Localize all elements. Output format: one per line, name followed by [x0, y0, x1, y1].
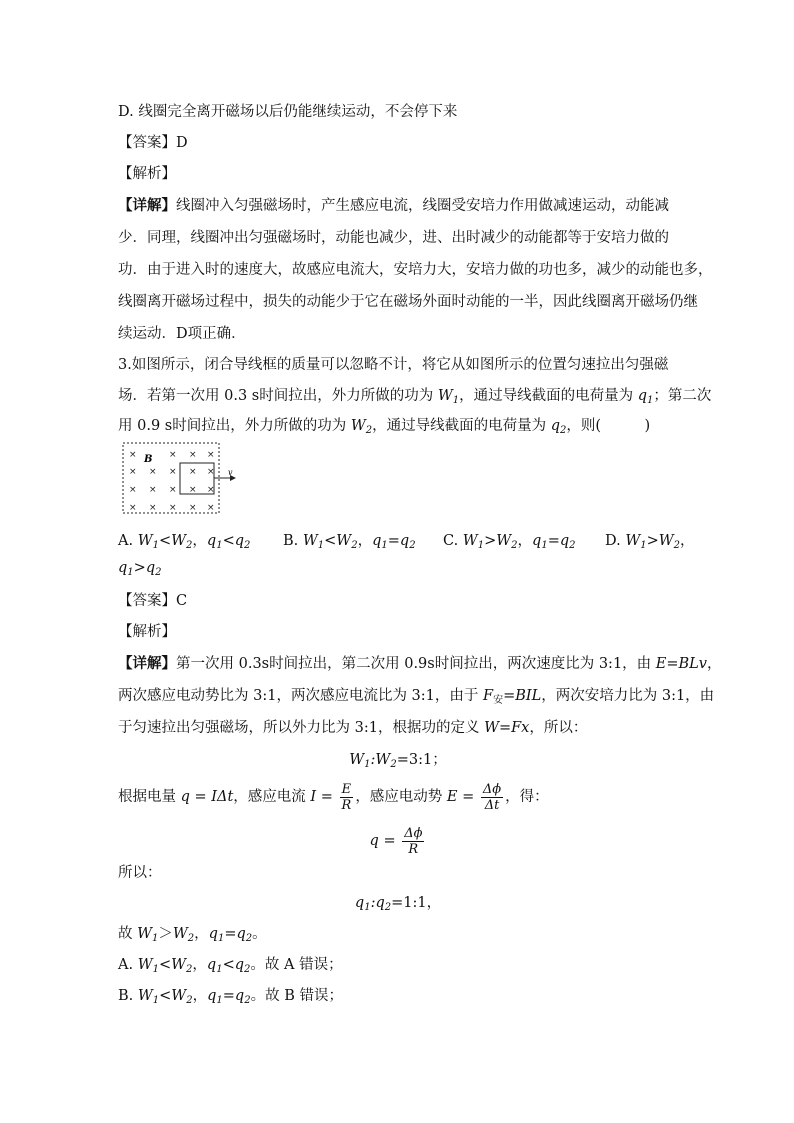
question-3-line-1: 3.如图所示，闭合导线框的质量可以忽略不计，将它从如图所示的位置匀速拉出匀强磁: [118, 357, 669, 373]
option-d-previous: D. 线圈完全离开磁场以后仍能继续运动，不会停下来: [118, 104, 458, 120]
field-x-mark: ×: [149, 467, 157, 477]
b-label: B: [144, 454, 153, 465]
fraction-emf: $\frac{\Delta\phi}{\Delta t}$: [482, 781, 502, 813]
field-x-mark: ×: [189, 503, 197, 513]
option-d: D. $W_1>W_2$，: [605, 533, 695, 551]
explanation-1-line-4: 线圈离开磁场过程中，损失的动能少于它在磁场外面时动能的一半，因此线圈离开磁场仍继: [118, 294, 698, 310]
v-label: v: [228, 468, 233, 477]
explanation-1-line-3: 功．由于进入时的速度大，故感应电流大，安培力大，安培力做的功也多，减少的动能也多，: [118, 262, 713, 278]
explanation-2-line-2: 两次感应电动势比为 3:1，两次感应电流比为 3:1，由于 $F_安=BIL$，两次安培力比为 3:1，由: [118, 688, 715, 706]
option-d-wrap: $q_1>q_2$: [118, 560, 162, 578]
field-x-mark: ×: [129, 485, 137, 495]
field-x-mark: ×: [129, 450, 137, 460]
field-x-mark: ×: [169, 450, 177, 460]
option-a: A. $W_1<W_2$，$q_1<q_2$: [118, 533, 251, 551]
conclusion-line: 故 $W_1>W_2$，$q_1=q_2$。: [118, 926, 267, 944]
field-x-marks: [129, 450, 215, 513]
explanation-1-line-1: 【详解】线圈冲入匀强磁场时，产生感应电流，线圈受安培力作用做减速运动，动能减: [118, 197, 669, 214]
field-x-mark: ×: [207, 503, 215, 513]
therefore-label: 所以：: [118, 865, 162, 881]
field-x-mark: ×: [129, 467, 137, 477]
equation-charge: q = $\frac{\Delta\phi}{R}$: [369, 825, 423, 857]
field-x-mark: ×: [189, 485, 197, 495]
analysis-label-2: 【解析】: [118, 624, 176, 640]
option-a-analysis: A. $W_1<W_2$，$q_1<q_2$。故 A 错误；: [118, 957, 343, 975]
analysis-label-1: 【解析】: [118, 166, 176, 182]
explanation-1-line-5: 续运动．D项正确．: [118, 326, 246, 342]
explanation-2-line-1: 【详解】第一次用 0.3s时间拉出，第二次用 0.9s时间拉出，两次速度比为 3:1，由 E=BLv，: [118, 655, 722, 672]
answer-label-1: 【答案】D: [118, 135, 188, 151]
answer-label-2: 【答案】C: [118, 593, 188, 609]
field-x-mark: ×: [189, 450, 197, 460]
field-x-mark: ×: [169, 503, 177, 513]
detail-label: 【详解】: [118, 197, 176, 214]
option-b: B. $W_1<W_2$，$q_1=q_2$: [283, 533, 416, 551]
field-x-mark: ×: [129, 503, 137, 513]
field-x-mark: ×: [207, 467, 215, 477]
explanation-2-line-4: 根据电量 q = IΔt，感应电流 I = $\frac{E}{R}$ ，感应电动势 E = $\frac{\Delta\phi}{\Delta t}$ ，得：: [118, 781, 549, 813]
fraction-current: $\frac{E}{R}$: [341, 781, 352, 813]
option-b-analysis: B. $W_1<W_2$，$q_1=q_2$。故 B 错误；: [118, 988, 343, 1006]
question-3-line-3: 用 0.9 s时间拉出，外力所做的功为 $W_2$，通过导线截面的电荷量为 $q_2$，则( ): [118, 418, 651, 436]
option-c: C. $W_1>W_2$，$q_1=q_2$: [443, 533, 576, 551]
equation-work-ratio: $W_1:W_2=3:1$；: [349, 752, 447, 770]
field-x-mark: ×: [149, 503, 157, 513]
magnetic-field-figure: [122, 442, 242, 516]
question-3-line-2: 场．若第一次用 0.3 s时间拉出，外力所做的功为 $W_1$，通过导线截面的电荷量为 $q_1$；第二次: [118, 388, 712, 406]
field-x-mark: ×: [189, 467, 197, 477]
field-x-mark: ×: [149, 485, 157, 495]
equation-charge-ratio: $q_1:q_2=1:1$，: [354, 895, 442, 913]
field-x-mark: ×: [207, 485, 215, 495]
field-x-mark: ×: [169, 485, 177, 495]
fraction-charge: $\frac{\Delta\phi}{R}$: [404, 825, 423, 857]
field-x-mark: ×: [207, 450, 215, 460]
explanation-1-line-2: 少．同理，线圈冲出匀强磁场时，动能也减少，进、出时减少的动能都等于安培力做的: [118, 230, 669, 246]
explanation-2-line-3: 于匀速拉出匀强磁场，所以外力比为 3:1，根据功的定义 W=Fx，所以：: [118, 720, 588, 736]
field-x-mark: ×: [169, 467, 177, 477]
